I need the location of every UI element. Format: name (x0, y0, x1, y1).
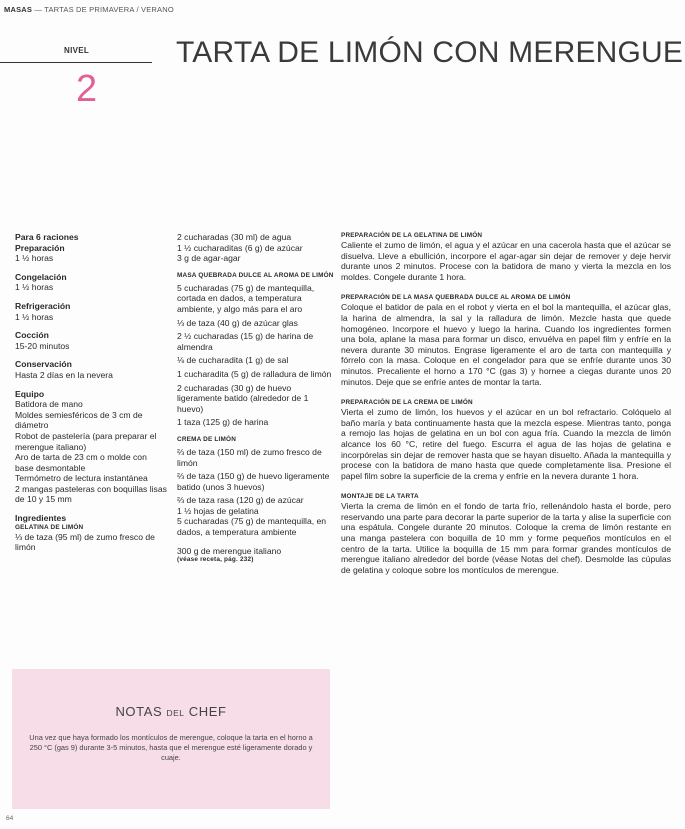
fridge-label: Refrigeración (15, 300, 71, 311)
ingredients-label: Ingredientes (15, 513, 67, 524)
ingredients (15, 513, 167, 553)
page-number: 64 (6, 815, 14, 822)
equipment-item: Batidora de mano (15, 399, 83, 410)
method-step (341, 232, 671, 282)
chef-notes-title (12, 704, 330, 719)
step-text: Vierta la crema de limón en el fondo de tarta frío, rellenándolo hasta el borde, pero reservando una parte para decorar la parte superior de la tarta y alise la superficie con una espátula. Congele durante 20 minutos. Coloque la crema de limón restante en una manga pastelera con boquilla de 10 mm y forme pequeños montículos en el centro de la tarta. Utilice la boquilla de 15 mm para formar grandes montículos de merengue italiano alrededor del borde (véase Notas del chef). Desmolde las cúpulas de gelatina y coloque sobre los montículos de merengue. (341, 501, 671, 575)
ingredient-item: 2 cucharadas (30 g) de huevo ligeramente batido (alrededor de 1 huevo) (177, 382, 309, 414)
freeze-time (15, 272, 167, 293)
ingredient-item: ⅛ de cucharadita (1 g) de sal (177, 355, 289, 366)
masa-label: MASA QUEBRADA DULCE AL AROMA DE LIMÓN (177, 271, 334, 279)
equipment-item: Robot de pastelería (para preparar el merengue italiano) (15, 430, 157, 452)
method-step (341, 493, 671, 575)
ingredients-column (177, 232, 335, 564)
ingredient-item: 1 cucharadita (5 g) de ralladura de limón (177, 368, 332, 379)
ingredient-item: ⅓ de taza (40 g) de azúcar glas (177, 317, 298, 328)
crema-ingredients (177, 436, 335, 538)
ingredient-item: ⅔ de taza rasa (120 g) de azúcar (177, 495, 304, 506)
prep-label: Preparación (15, 242, 65, 253)
equipment-item: Aro de tarta de 23 cm o molde con base desmontable (15, 452, 147, 473)
equipment (15, 389, 167, 506)
step-title: MONTAJE DE LA TARTA (341, 493, 419, 501)
equipment-item: Termómetro de lectura instantánea (15, 473, 148, 484)
equipment-label: Equipo (15, 388, 45, 399)
merengue-ingredient (177, 546, 335, 565)
storage (15, 359, 167, 380)
fridge-time (15, 301, 167, 322)
portions: Para 6 raciones (15, 232, 79, 242)
crema-label: CREMA DE LIMÓN (177, 435, 237, 443)
ingredient-item: ⅓ de taza (95 ml) de zumo fresco de limón (15, 531, 155, 553)
freeze-label: Congelación (15, 271, 67, 282)
page-title: TARTA DE LIMÓN CON MERENGUE (176, 36, 684, 69)
equipment-item: 2 mangas pasteleras con boquillas lisas de 10 y 15 mm (15, 483, 167, 505)
cook-label: Cocción (15, 330, 49, 341)
storage-label: Conservación (15, 359, 72, 370)
cook-time (15, 330, 167, 351)
chef-notes-title-a: NOTAS (115, 704, 163, 719)
step-text: Caliente el zumo de limón, el agua y el azúcar en una cacerola hasta que el azúcar se disuelva. Lleve a ebullición, incorpore el agar-agar sin dejar de remover y deje hervir durante unos 2 minutos. Procese con la batidora de mano y vierta la mezcla en los moldes. Congele durante 1 hora. (341, 240, 671, 282)
fridge-value: 1 ½ horas (15, 311, 54, 322)
method-step (341, 294, 671, 387)
chef-notes-title-b: DEL (166, 708, 185, 718)
ingredient-item: 2 cucharadas (30 ml) de agua (177, 232, 292, 242)
level-divider (0, 62, 152, 63)
chef-notes-text: Una vez que haya formado los montículos de merengue, coloque la tarta en el horno a 250 °C (gas 9) durante 3-5 minutos, hasta que el merengue esté ligeramente dorado y cuaje. (29, 733, 313, 762)
level-value: 2 (76, 68, 98, 110)
ingredient-item: 5 cucharadas (75 g) de mantequilla, cortada en dados, a temperatura ambiente, y algo más para el aro (177, 282, 315, 314)
gelatina-ingredients (177, 232, 335, 264)
breadcrumb (4, 5, 174, 14)
recipe-info-column (15, 232, 167, 553)
method-step (341, 399, 671, 481)
ingredient-item: 1 taza (125 g) de harina (177, 417, 269, 428)
step-title: PREPARACIÓN DE LA GELATINA DE LIMÓN (341, 232, 483, 239)
breadcrumb-section: MASAS (4, 5, 33, 14)
chef-notes-title-c: CHEF (188, 704, 227, 719)
freeze-value: 1 ½ horas (15, 282, 54, 293)
step-text: Vierta el zumo de limón, los huevos y el azúcar en un bol refractario. Colóquelo al baño maría y bata continuamente hasta que la mezcla espese. Mientras tanto, ponga a remojo las hojas de gelatina en un bol con agua fría. Cuando la mezcla de limón alcance los 60 °C, retire del fuego. Escurra el agua de las hojas de gelatina e incorpórelas sin dejar de remover hasta que se hayan disuelto. Añada la mantequilla y procese con la batidora de mano hasta que quede completamente lisa. Presione el papel film sobre la superficie de la crema y enfríe en la nevera durante 1 hora. (341, 407, 671, 481)
ingredient-item: 5 cucharadas (75 g) de mantequilla, en dados, a temperatura ambiente (177, 516, 327, 538)
step-title: PREPARACIÓN DE LA CREMA DE LIMÓN (341, 399, 473, 407)
prep-time (15, 243, 167, 264)
ingredient-item: 2 ½ cucharadas (15 g) de harina de almendra (177, 331, 314, 352)
equipment-item: Moldes semiesféricos de 3 cm de diámetro (15, 409, 143, 431)
breadcrumb-path: — TARTAS DE PRIMAVERA / VERANO (34, 5, 174, 14)
ingredient-item: 3 g de agar-agar (177, 253, 241, 264)
gelatina-label: GELATINA DE LIMÓN (15, 523, 84, 531)
step-text: Coloque el batidor de pala en el robot y vierta en el bol la mantequilla, el azúcar glas, la harina de almendra, la sal y la ralladura de limón. Mezcle hasta que quede homogéneo. Incorpore el huevo y luego la harina. Cuando los ingredientes formen una bola, aplane la masa para formar un disco, envuélva en papel film y enfríe en la nevera durante 30 minutos. Engrase ligeramente el aro de tarta con mantequilla y fórrelo con la masa. Coloque en el congelador para que se enfríe durante unos 30 minutos. Precaliente el horno a 170 °C (gas 3) y hornee a ciegas durante unos 20 minutos. Deje que se enfríe antes de montar la tarta. (341, 302, 671, 387)
ingredient-item: ⅔ de taza (150 ml) de zumo fresco de limón (177, 446, 322, 468)
step-title: PREPARACIÓN DE LA MASA QUEBRADA DULCE AL AROMA DE LIMÓN (341, 294, 571, 302)
merengue-reference: (véase receta, pág. 232) (177, 556, 254, 564)
ingredient-item: 300 g de merengue italiano (177, 545, 282, 556)
level-label: NIVEL (64, 46, 90, 55)
ingredient-item: ⅔ de taza (150 g) de huevo ligeramente batido (unos 3 huevos) (177, 471, 330, 492)
masa-ingredients (177, 272, 335, 428)
storage-value: Hasta 2 días en la nevera (15, 369, 113, 380)
ingredient-item: 1 ½ cucharaditas (6 g) de azúcar (177, 242, 303, 253)
ingredient-item: 1 ½ hojas de gelatina (177, 505, 259, 516)
cook-value: 15-20 minutos (15, 340, 70, 351)
method-column (341, 232, 671, 583)
prep-value: 1 ½ horas (15, 253, 54, 264)
